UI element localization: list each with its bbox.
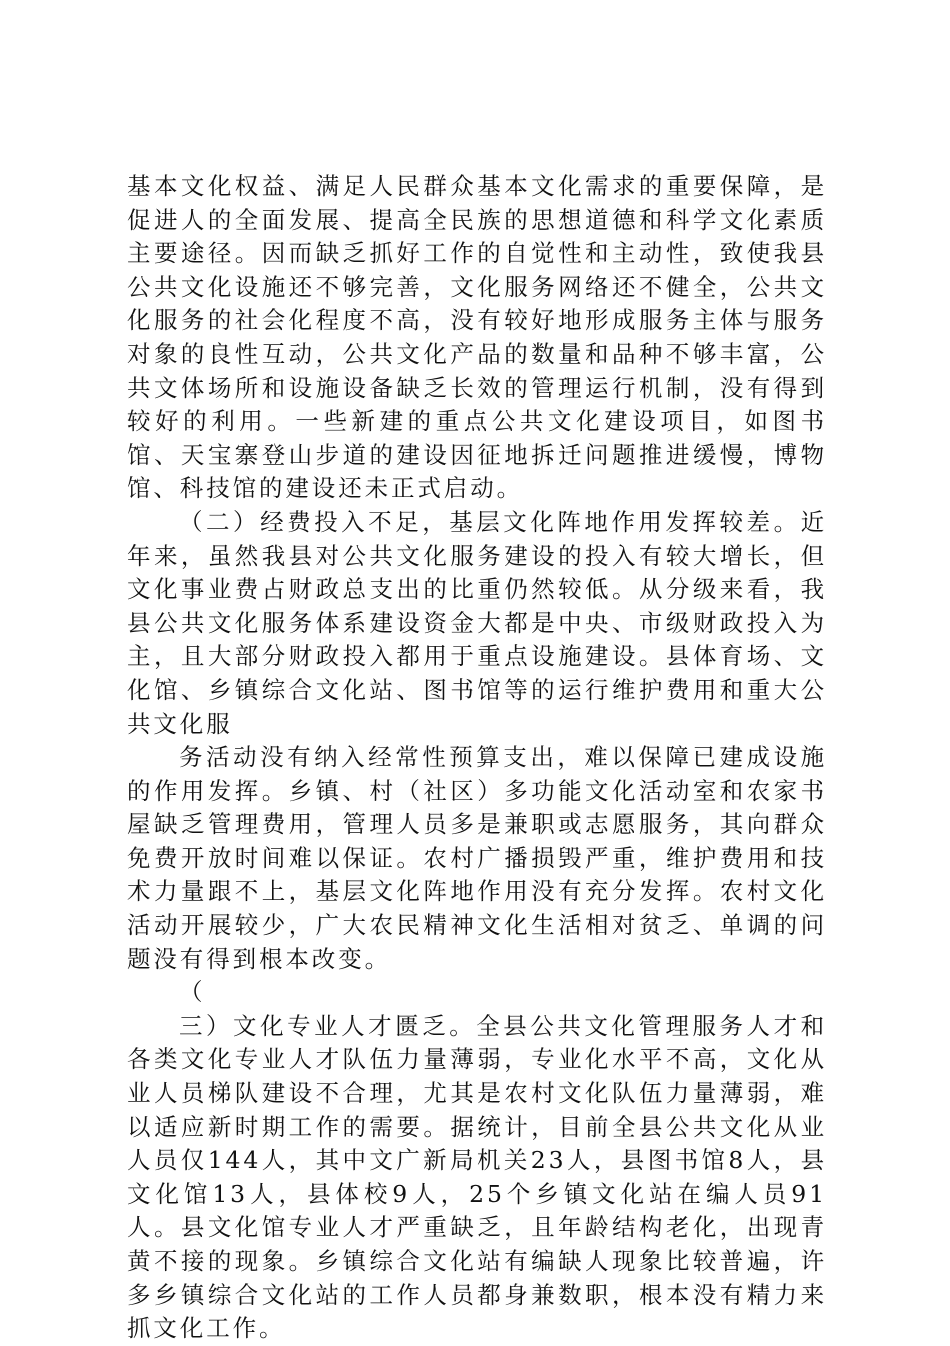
paragraph-continuation: 基本文化权益、满足人民群众基本文化需求的重要保障，是促进人的全面发展、提高全民族的思想道德和科学文化素质主要途径。因而缺乏抓好工作的自觉性和主动性，致使我县公共文化设施还不够完善，文化服务网络还不健全，公共文化服务的社会化程度不高，没有较好地形成服务主体与服务对象的良性互动，公共文化产品的数量和品种不够丰富，公共文体场所和设施设备缺乏长效的管理运行机制，没有得到较好的利用。一些新建的重点公共文化建设项目，如图书馆、天宝寨登山步道的建设因征地拆迁问题推进缓慢，博物馆、科技馆的建设还未正式启动。 bbox=[127, 172, 827, 503]
paragraph-section-two: （二）经费投入不足，基层文化阵地作用发挥较差。近年来，虽然我县对公共文化服务建设的投入有较大增长，但文化事业费占财政总支出的比重仍然较低。从分级来看，我县公共文化服务体系建设资金大都是中央、市级财政投入为主，且大部分财政投入都用于重点设施建设。县体育场、文化馆、乡镇综合文化站、图书馆等的运行维护费用和重大公共文化服 bbox=[127, 507, 827, 738]
paragraph-section-two-continued: 务活动没有纳入经常性预算支出，难以保障已建成设施的作用发挥。乡镇、村（社区）多功能文化活动室和农家书屋缺乏管理费用，管理人员多是兼职或志愿服务，其向群众免费开放时间难以保证。农村广播损毁严重，维护费用和技术力量跟不上，基层文化阵地作用没有充分发挥。农村文化活动开展较少，广大农民精神文化生活相对贫乏、单调的问题没有得到根本改变。 bbox=[127, 743, 827, 973]
paragraph-section-three: 三）文化专业人才匮乏。全县公共文化管理服务人才和各类文化专业人才队伍力量薄弱，专业化水平不高，文化从业人员梯队建设不合理，尤其是农村文化队伍力量薄弱，难以适应新时期工作的需要。据统计，目前全县公共文化从业人员仅144人，其中文广新局机关23人，县图书馆8人，县文化馆13人，县体校9人，25个乡镇文化站在编人员91人。县文化馆专业人才严重缺乏，且年龄结构老化，出现青黄不接的现象。乡镇综合文化站有编缺人现象比较普遍，许多乡镇综合文化站的工作人员都身兼数职，根本没有精力来抓文化工作。 bbox=[127, 1011, 827, 1343]
paragraph-open-bracket: （ bbox=[179, 978, 206, 1007]
document-body bbox=[127, 170, 827, 1346]
